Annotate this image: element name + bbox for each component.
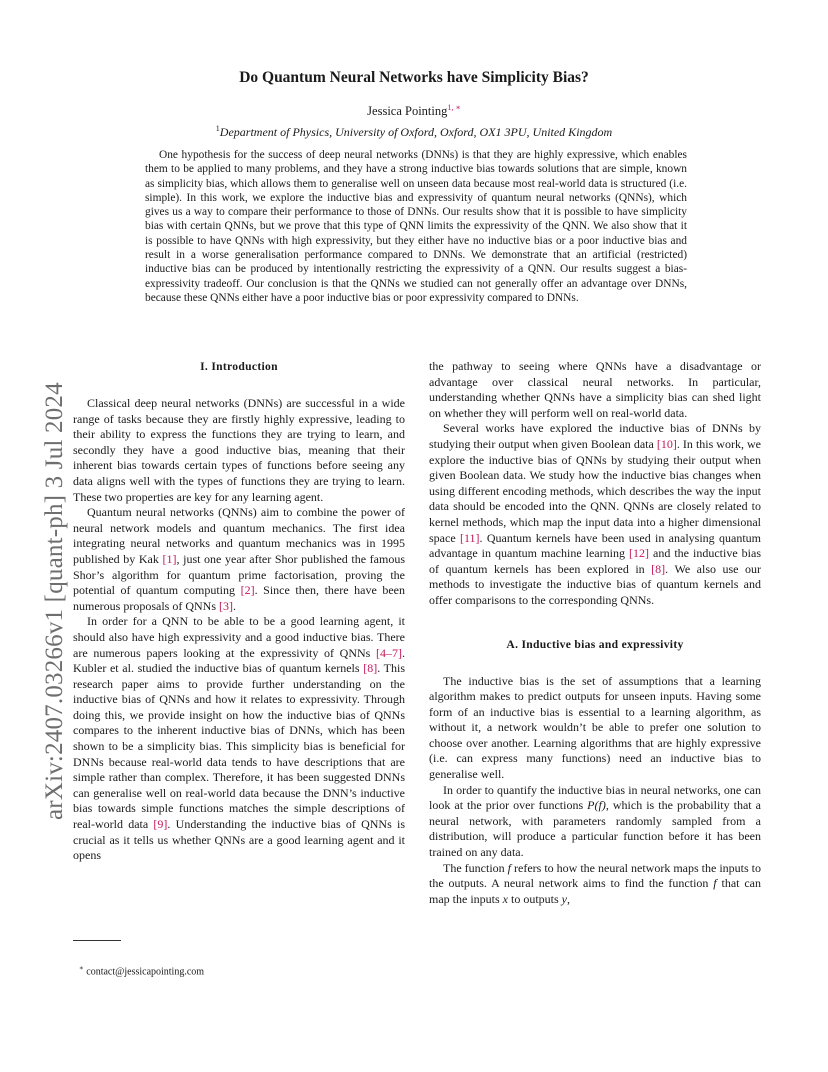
- author-name: Jessica Pointing: [367, 104, 448, 119]
- citation-link[interactable]: [11]: [459, 530, 480, 545]
- citation-link[interactable]: [8]: [651, 561, 666, 576]
- footnote-rule: [73, 940, 121, 941]
- footnote: [79, 964, 204, 977]
- paragraph: Quantum neural networks (QNNs) aim to combine the power of neural network models and quantum mechanics. The first idea integrating neural networks and quantum mechanics was in 1995 published by Kak [1], just one year after Shor published the famous Shor’s algorithm for quantum prime factorisation, proving the potential of quantum computing [2]. Since then, there have been numerous proposals of QNNs [3].: [73, 505, 406, 613]
- left-column: [73, 359, 405, 864]
- math-prior: P(f): [587, 798, 606, 813]
- paper-title: Do Quantum Neural Networks have Simplicity Bias?: [239, 69, 589, 86]
- affiliation: [0, 124, 828, 140]
- paragraph: Several works have explored the inductive bias of DNNs by studying their output when given Boolean data [10]. In this work, we explore the inductive bias of QNNs by studying their output when given Boolean data. We study how the inductive bias changes when using different encoding methods, which describes the way the input data should be encoded into the QNN. QNNs are closely related to kernel methods, which map the input data into a higher dimensional space [11]. Quantum kernels have been used in analysing quantum advantage in quantum machine learning [12] and the inductive bias of quantum kernels has been explored in [8]. We also use our methods to investigate the inductive bias of quantum kernels and offer comparisons to the corresponding QNNs.: [429, 421, 762, 607]
- citation-link[interactable]: [12]: [628, 546, 649, 561]
- arxiv-side-identifier: arXiv:2407.03266v1 [quant-ph] 3 Jul 2024: [41, 382, 68, 820]
- citation-link[interactable]: [4–7]: [376, 645, 402, 660]
- affiliation-mark: 1: [215, 124, 220, 133]
- subsection-heading-inductive-bias: A. Inductive bias and expressivity: [506, 637, 684, 651]
- paragraph: the pathway to seeing where QNNs have a disadvantage or advantage over classical neural networks. In particular, understanding whether QNNs have a simplicity bias can shed light on whether they will perform well on real-world data.: [429, 359, 761, 420]
- paragraph: In order for a QNN to be able to be a good learning agent, it should also have high expressivity and a good inductive bias. There are numerous papers looking at the expressivity of QNNs [4–7]. Kubler et al. studied the inductive bias of quantum kernels [8]. This research paper aims to provide further understanding on the inductive bias of QNNs and how it relates to expressivity. Through doing this, we provide insight on how the inductive bias of QNNs compares to the inherent inductive bias of DNNs, which has been shown to be a simplicity bias. This simplicity bias is beneficial for DNNs because real-world data tends to have descriptions that are simple rather than complex. Therefore, it has been suggested DNNs can generalise well on real-world data because the DNN’s inductive bias towards simple functions matches the simple descriptions of real-world data [9]. Understanding the inductive bias of QNNs is crucial as it tells us whether QNNs are a good learning agent and it opens: [73, 614, 405, 863]
- affiliation-text: Department of Physics, University of Oxford, Oxford, OX1 3PU, United Kingdom: [219, 125, 613, 139]
- abstract: One hypothesis for the success of deep neural networks (DNNs) is that they are highly expressive, which enables them to be applied to many problems, and they have a strong inductive bias towards solutions that are simple, known as simplicity bias, which allows them to generalise well on unseen data because most real-world data is structured (i.e. simple). In this work, we explore the inductive bias and expressivity of quantum neural networks (QNNs), which gives us a way to compare their performance to those of DNNs. Our results show that it is possible to have simplicity bias with certain QNNs, but we prove that this type of QNN limits the expressivity of the QNN. We also show that it is possible to have QNNs with high expressivity, but they either have no inductive bias or a poor inductive bias and result in a worse generalisation performance compared to DNNs. We demonstrate that an artificial (restricted) inductive bias can be produced by intentionally restricting the expressivity of a QNN. Our results suggest a bias-expressivity tradeoff. Our conclusion is that the QNNs we studied can not generally offer an advantage over DNNs, because these QNNs either have a poor inductive bias or poor expressivity compared to DNNs.: [145, 149, 687, 304]
- citation-link[interactable]: [10]: [656, 436, 677, 451]
- author-marks: 1, ∗: [447, 103, 461, 112]
- footnote-mark: ∗: [79, 964, 84, 972]
- citation-link[interactable]: [3]: [219, 598, 233, 613]
- section-heading-introduction: I. Introduction: [200, 360, 278, 373]
- paragraph: The inductive bias is the set of assumptions that a learning algorithm makes to predict outputs for unseen inputs. Having some form of an inductive bias is essential to a learning algorithm, as without it, a network wouldn’t be able to prefer one solution to choose over another. Learning algorithms that are highly expressive (i.e. can express many functions) need an inductive bias to generalise well.: [429, 673, 761, 782]
- citation-link[interactable]: [8]: [363, 661, 378, 676]
- author-line: [0, 103, 828, 119]
- paragraph: In order to quantify the inductive bias in neural networks, one can look at the prior over functions P(f), which is the probability that a neural network, with parameters randomly sampled from a distribution, will produce a particular function before it has been trained on any data.: [429, 782, 762, 860]
- paragraph: The function f refers to how the neural network maps the inputs to the outputs. A neural network aims to find the function f that can map the inputs x to outputs y,: [429, 860, 762, 906]
- right-column: [429, 359, 761, 907]
- paragraph: Classical deep neural networks (DNNs) are successful in a wide range of tasks because they are firstly highly expressive, leading to their ability to express the functions they are trying to learn, and secondly they have a good inductive bias, meaning that their inherent bias towards certain types of functions before seeing any data aligns well with the types of functions they are trying to learn. These two properties are key for any learning agent.: [73, 396, 405, 504]
- citation-link[interactable]: [9]: [153, 817, 168, 832]
- citation-link[interactable]: [1]: [162, 551, 177, 566]
- citation-link[interactable]: [2]: [240, 583, 255, 598]
- footnote-email[interactable]: contact@jessicapointing.com: [86, 966, 205, 978]
